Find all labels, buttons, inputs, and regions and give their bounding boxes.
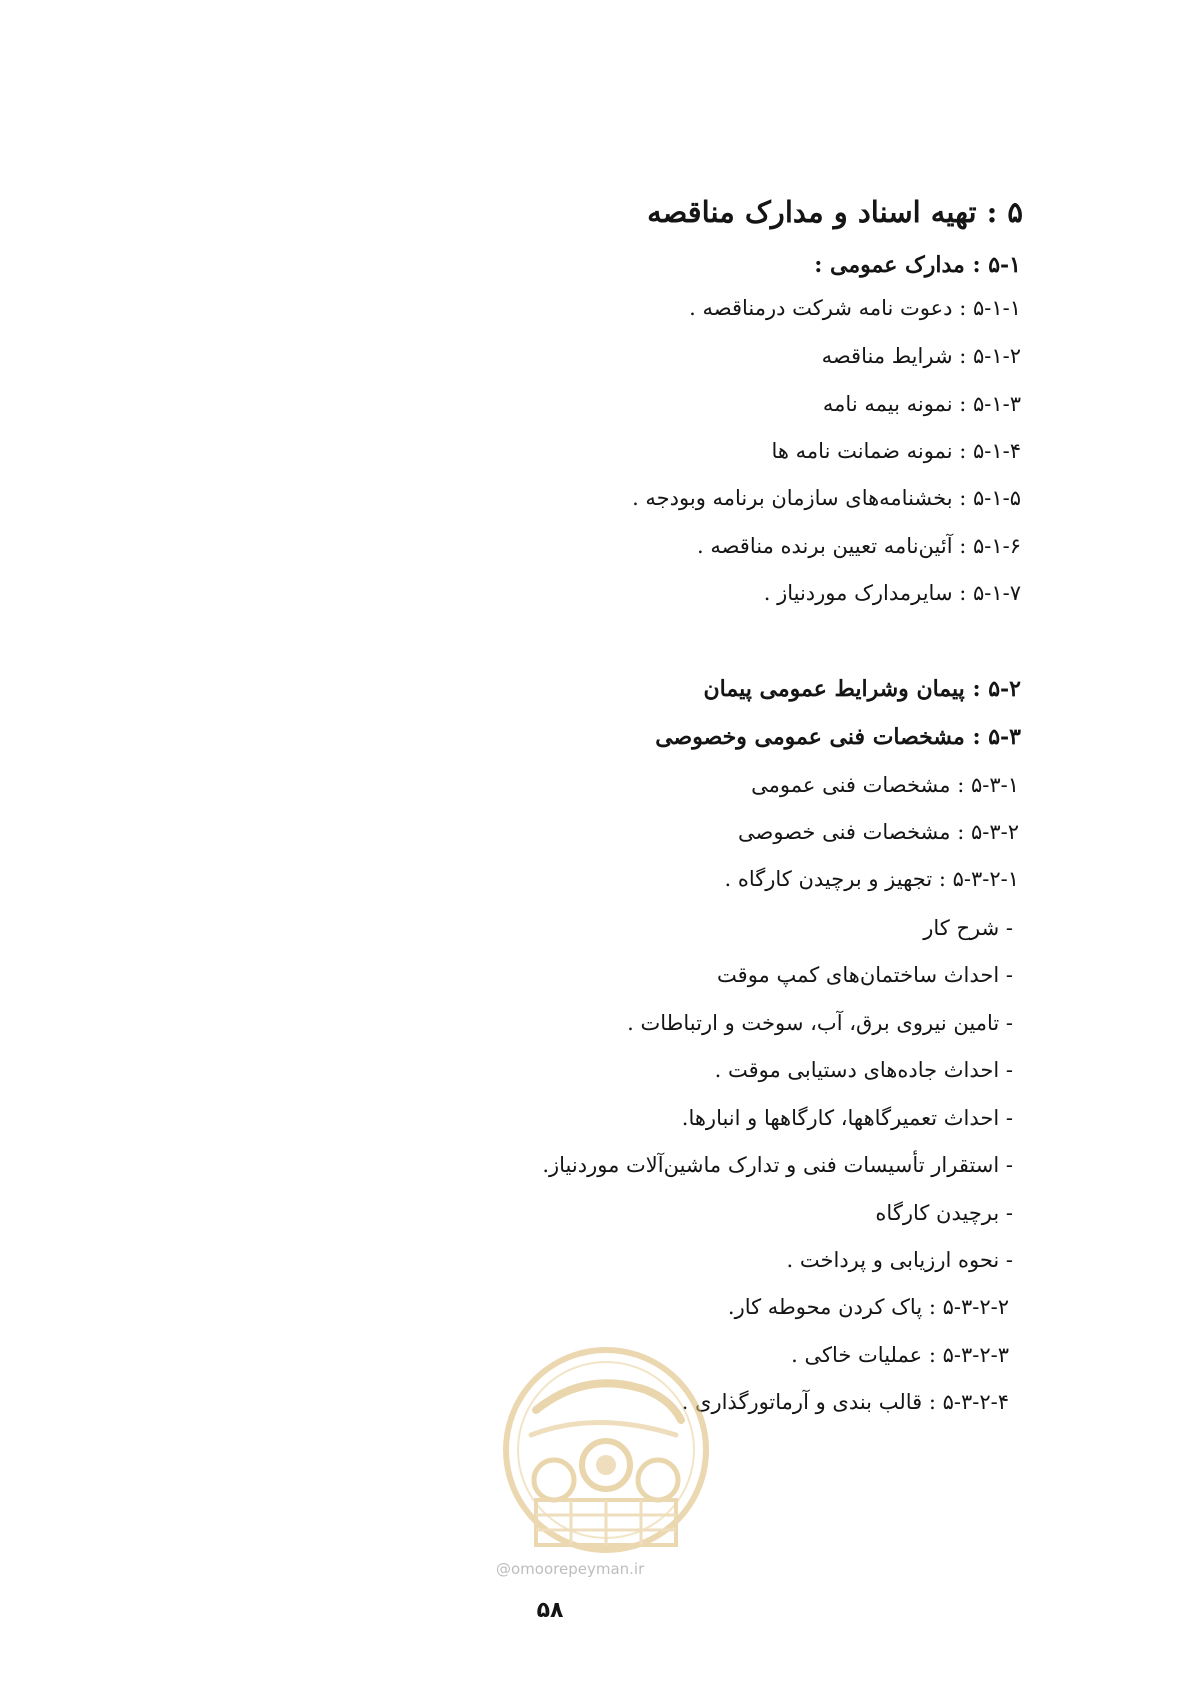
technical-specs-heading: ۵-۳ : مشخصات فنی عمومی وخصوصی [655, 724, 1021, 750]
sub-item: ۵-۳-۲-۲ : پاک کردن محوطه کار. [727, 1295, 1009, 1319]
list-item: ۵-۱-۳ : نمونه بیمه نامه [822, 392, 1021, 416]
bullet-item: - برچیدن کارگاه [875, 1201, 1013, 1225]
general-spec-item: ۵-۳-۱ : مشخصات فنی عمومی [751, 773, 1019, 797]
bullet-item: - احداث ساختمان‌های کمپ موقت [717, 963, 1013, 987]
list-item: ۵-۱-۴ : نمونه ضمانت نامه ها [771, 439, 1021, 463]
watermark-logo-icon [496, 1340, 716, 1580]
list-item: ۵-۱-۵ : بخشنامه‌های سازمان برنامه وبودجه . [632, 486, 1021, 510]
list-item: ۵-۱-۲ : شرایط مناقصه [821, 344, 1021, 368]
bullet-item: - نحوه ارزیابی و پرداخت . [786, 1248, 1013, 1272]
contract-heading: ۵-۲ : پیمان وشرایط عمومی پیمان [703, 676, 1021, 702]
watermark-site: @omoorepeyman.ir [496, 1560, 645, 1578]
page-number: ۵۸ [536, 1598, 564, 1623]
general-docs-heading: ۵-۱ : مدارک عمومی : [814, 252, 1021, 278]
specific-spec-item: ۵-۳-۲ : مشخصات فنی خصوصی [738, 820, 1019, 844]
section-title: ۵ : تهیه اسناد و مدارک مناقصه [647, 195, 1023, 229]
bullet-item: - احداث جاده‌های دستیابی موقت . [714, 1058, 1013, 1082]
sub-item: ۵-۳-۲-۳ : عملیات خاکی . [791, 1343, 1009, 1367]
sub-item: ۵-۳-۲-۴ : قالب بندی و آرماتورگذاری . [681, 1390, 1009, 1414]
bullet-item: - شرح کار [923, 916, 1013, 940]
list-item: ۵-۱-۷ : سایرمدارک موردنیاز . [763, 581, 1021, 605]
bullet-item: - احداث تعمیرگاهها، کارگاهها و انبارها. [681, 1106, 1013, 1130]
bullet-item: - استقرار تأسیسات فنی و تدارک ماشین‌آلات موردنیاز. [542, 1153, 1013, 1177]
bullet-item: - تامین نیروی برق، آب، سوخت و ارتباطات . [627, 1011, 1013, 1035]
list-item: ۵-۱-۱ : دعوت نامه شرکت درمناقصه . [689, 296, 1021, 320]
list-item: ۵-۱-۶ : آئین‌نامه تعیین برنده مناقصه . [696, 534, 1021, 558]
site-setup-item: ۵-۳-۲-۱ : تجهیز و برچیدن کارگاه . [724, 867, 1019, 891]
